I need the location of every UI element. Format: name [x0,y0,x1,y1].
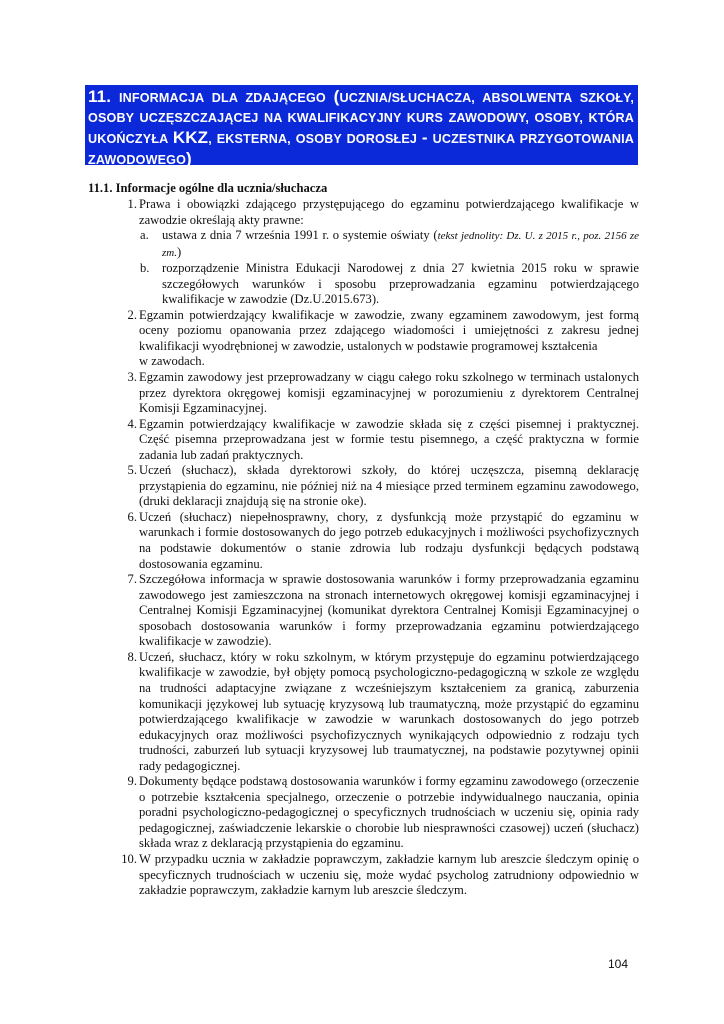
sub-letter: b. [140,261,150,276]
list-item [104,308,639,370]
list-item [104,463,639,510]
section-number: 11. [88,87,112,106]
item-text: W przypadku ucznia w zakładzie poprawczym, zakładzie karnym lub areszcie śledczym opinię o specyficznych trudnościach w uczeniu się, może wydać psycholog zatrudniony odpowiednio w zakładzie poprawczym, zakładzie karnym lub areszcie śledczym. [139,851,639,898]
info-list [104,197,639,899]
sub-item [139,228,639,261]
list-item [104,650,639,774]
item-text: Egzamin potwierdzający kwalifikacje w zawodzie, zwany egzaminem zawodowym, jest formą oceny poziomu opanowania przez zdającego wiadomości i umiejętności z zakresu jednej kwalifikacji wyodrębnionej w zawodzie, ustalonych w podstawie programowej kształcenia [139,307,639,353]
sub-item [139,261,639,308]
item-text: Szczegółowa informacja w sprawie dostosowania warunków i formy przeprowadzania egzaminu zawodowego jest zamieszczona na stronach internetowych okręgowej komisji egzaminacyjnej i Centralnej Komisji Egzaminacyjnej (komunikat dyrektora Centralnej Komisji Egzaminacyjnej o sposobach dostosowania warunków i formy przeprowadzania egzaminu potwierdzającego kwalifikacje w zawodzie). [139,572,639,649]
item-text: Dokumenty będące podstawą dostosowania warunków i formy egzaminu zawodowego (orzeczenie o potrzebie kształcenia specjalnego, orzeczenie o potrzebie indywidualnego nauczania, opinia poradni psychologiczno-pedagogicznej o specyficznych trudnościach w uczeniu się, opinia rady pedagogicznej, zaświadczenie lekarskie o chorobie lub niesprawności czasowej) uczeń (słuchacz) składa wraz z deklaracją przystąpienia do egzaminu. [139,774,639,851]
item-number: 7. [127,572,137,587]
section-title-part: UCZNIA/SŁUCHACZA, ABSOLWENTA SZKOŁY, OSOBY UCZĘSZCZAJĄCEJ NA KWALIFIKACYJNY KURS ZAWODOWY, OSOBY, KTÓRA UKOŃCZYŁA [88,91,634,146]
list-item [104,852,639,899]
list-item [104,510,639,572]
item-text: Egzamin zawodowy jest przeprowadzany w ciągu całego roku szkolnego w terminach ustalonych przez dyrektora okręgowej komisji egzaminacyjnej w porozumieniu z dyrektorem Centralnej Komisji Egzaminacyjnej. [139,370,639,416]
sub-text: rozporządzenie Ministra Edukacji Narodowej z dnia 27 kwietnia 2015 roku w sprawie szczegółowych warunków i sposobu przeprowadzania egzaminu potwierdzającego kwalifikacje w zawodzie (Dz.U.2015.673). [162,261,639,307]
section-title-part: UCZESTNIKA PRZYGOTOWANIA ZAWODOWEGO [88,132,634,167]
sub-text: ustawa z dnia 7 września 1991 r. o systemie oświaty ( [162,228,438,243]
item-text: Uczeń (słuchacz), składa dyrektorowi szkoły, do której uczęszcza, pisemną deklarację przystąpienia do egzaminu, nie później niż na 4 miesiące przed terminem egzaminu zawodowego, (druki deklaracji znajdują się na stronie oke). [139,463,639,509]
section-title-part: , EKSTERNA, OSOBY DOROSŁEJ [208,132,422,146]
item-number: 5. [127,463,137,478]
dash: - [421,128,428,147]
item-text: Prawa i obowiązki zdającego przystępującego do egzaminu potwierdzającego kwalifikacje w zawodzie określają akty prawne: [139,197,639,227]
list-item [104,572,639,650]
item-number: 8. [127,649,137,664]
sub-letter: a. [140,228,149,243]
item-number: 10. [121,851,137,866]
item-number: 2. [127,307,137,322]
item-number: 1. [127,197,137,211]
item-number: 6. [127,509,137,524]
section-header-banner [85,85,638,168]
item-text: Uczeń, słuchacz, który w roku szkolnym, w którym przystępuje do egzaminu potwierdzającego kwalifikacje w zawodzie, był objęty pomocą psychologiczno-pedagogiczną w szkole ze względu na trudności adaptacyjne związane z wcześniejszym kształceniem za granicą, zaburzenia komunikacji językowej lub sytuację kryzysową lub traumatyczną, może przystąpić do egzaminu potwierdzającego kwalifikacje w zawodzie w warunkach dostosowanych do jego potrzeb edukacyjnych oraz możliwości psychofizycznych wynikających odpowiednio z rodzaju tych trudności, zaburzeń lub sytuacji kryzysowej lub traumatycznej, na podstawie pozytywnej opinii rady pedagogicznej. [139,649,639,773]
item-text: Egzamin potwierdzający kwalifikacje w zawodzie składa się z części pisemnej i praktycznej. Część pisemna przeprowadzana jest w formie testu pisemnego, a część praktyczna w formie zadania lub zadań praktycznych. [139,416,639,462]
close-paren: ) [186,149,192,168]
list-item [104,197,639,308]
item-number: 3. [127,370,137,385]
open-paren: ( [333,87,340,106]
item-text-continued: w zawodach. [139,354,205,369]
list-item [104,370,639,417]
kkz-abbrev: KKZ [172,128,209,147]
list-item [104,774,639,852]
subsection-title: 11.1. Informacje ogólne dla ucznia/słuchacza [88,181,328,195]
section-title-part: INFORMACJA DLA ZDAJĄCEGO [111,91,334,105]
sub-citation: tekst jednolity: Dz. U. z 2015 r., poz. 2156 ze zm. [162,230,640,259]
sub-close: ) [176,244,182,259]
list-item [104,417,639,464]
page-number: 104 [608,957,629,971]
item-number: 4. [127,416,137,431]
item-number: 9. [127,774,137,789]
item-text: Uczeń (słuchacz) niepełnosprawny, chory, z dysfunkcją może przystąpić do egzaminu w warunkach i formie dostosowanych do jego potrzeb edukacyjnych i możliwości psychofizycznych na podstawie dokumentów o stanie zdrowia lub rodzaju dysfunkcji będących podstawą dostosowania egzaminu. [139,509,639,571]
